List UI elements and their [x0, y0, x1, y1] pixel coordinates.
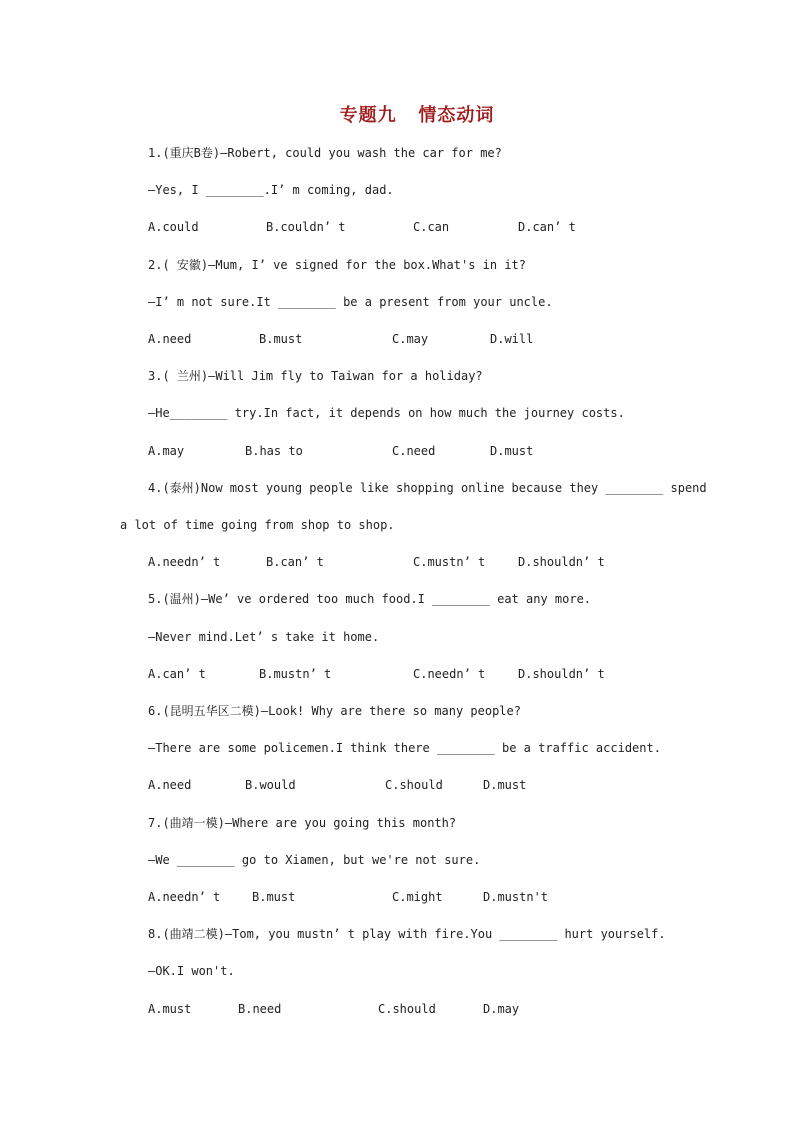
question-8-option-c[interactable]: C.should [378, 1002, 436, 1016]
question-2-option-c[interactable]: C.may [392, 332, 429, 346]
question-1-option-d[interactable]: D.can’ t [518, 220, 576, 234]
question-3-option-d[interactable]: D.must [490, 444, 534, 458]
question-3-reply: —He________ try.In fact, it depends on how much the journey costs. [148, 406, 625, 420]
question-2-option-d[interactable]: D.will [490, 332, 534, 346]
question-5-option-b[interactable]: B.mustn’ t [259, 667, 332, 681]
question-4-option-b[interactable]: B.can’ t [266, 555, 324, 569]
question-7-option-a[interactable]: A.needn’ t [148, 890, 221, 904]
question-5-option-c[interactable]: C.needn’ t [413, 667, 486, 681]
question-3-option-c[interactable]: C.need [392, 444, 436, 458]
question-7-option-b[interactable]: B.must [252, 890, 296, 904]
question-3-option-b[interactable]: B.has to [245, 444, 303, 458]
question-7-option-d[interactable]: D.mustn't [483, 890, 549, 904]
question-7-reply: —We ________ go to Xiamen, but we're not sure. [148, 853, 481, 867]
question-1-option-a[interactable]: A.could [148, 220, 199, 234]
question-6-option-b[interactable]: B.would [245, 778, 296, 792]
question-5-option-a[interactable]: A.can’ t [148, 667, 206, 681]
question-4-option-d[interactable]: D.shouldn’ t [518, 555, 605, 569]
question-7-stem: 7.(曲靖一模)—Where are you going this month? [148, 816, 457, 830]
question-4-stem-continued: a lot of time going from shop to shop. [120, 518, 395, 532]
question-3-option-a[interactable]: A.may [148, 444, 185, 458]
question-8-option-b[interactable]: B.need [238, 1002, 282, 1016]
question-6-option-a[interactable]: A.need [148, 778, 192, 792]
question-2-reply: —I’ m not sure.It ________ be a present from your uncle. [148, 295, 553, 309]
question-8-option-d[interactable]: D.may [483, 1002, 520, 1016]
question-1-stem: 1.(重庆B卷)—Robert, could you wash the car for me? [148, 146, 502, 160]
question-6-option-d[interactable]: D.must [483, 778, 527, 792]
question-6-reply: —There are some policemen.I think there ________ be a traffic accident. [148, 741, 661, 755]
question-2-stem: 2.( 安徽)—Mum, I’ ve signed for the box.What's in it? [148, 258, 527, 272]
question-1-option-b[interactable]: B.couldn’ t [266, 220, 346, 234]
question-8-stem: 8.(曲靖二模)—Tom, you mustn’ t play with fire.You ________ hurt yourself. [148, 927, 666, 941]
question-8-reply: —OK.I won't. [148, 964, 235, 978]
question-7-option-c[interactable]: C.might [392, 890, 443, 904]
question-1-reply: —Yes, I ________.I’ m coming, dad. [148, 183, 394, 197]
question-8-option-a[interactable]: A.must [148, 1002, 192, 1016]
question-2-option-b[interactable]: B.must [259, 332, 303, 346]
question-5-option-d[interactable]: D.shouldn’ t [518, 667, 605, 681]
question-5-reply: —Never mind.Let’ s take it home. [148, 630, 380, 644]
question-4-stem: 4.(泰州)Now most young people like shopping online because they ________ spend [148, 481, 707, 495]
question-2-option-a[interactable]: A.need [148, 332, 192, 346]
question-4-option-a[interactable]: A.needn’ t [148, 555, 221, 569]
question-5-stem: 5.(温州)—We’ ve ordered too much food.I ________ eat any more. [148, 592, 592, 606]
question-4-option-c[interactable]: C.mustn’ t [413, 555, 486, 569]
question-1-option-c[interactable]: C.can [413, 220, 450, 234]
question-6-stem: 6.(昆明五华区二模)—Look! Why are there so many people? [148, 704, 521, 718]
question-3-stem: 3.( 兰州)—Will Jim fly to Taiwan for a holiday? [148, 369, 483, 383]
question-6-option-c[interactable]: C.should [385, 778, 443, 792]
page-title: 专题九 情态动词 [339, 105, 495, 126]
